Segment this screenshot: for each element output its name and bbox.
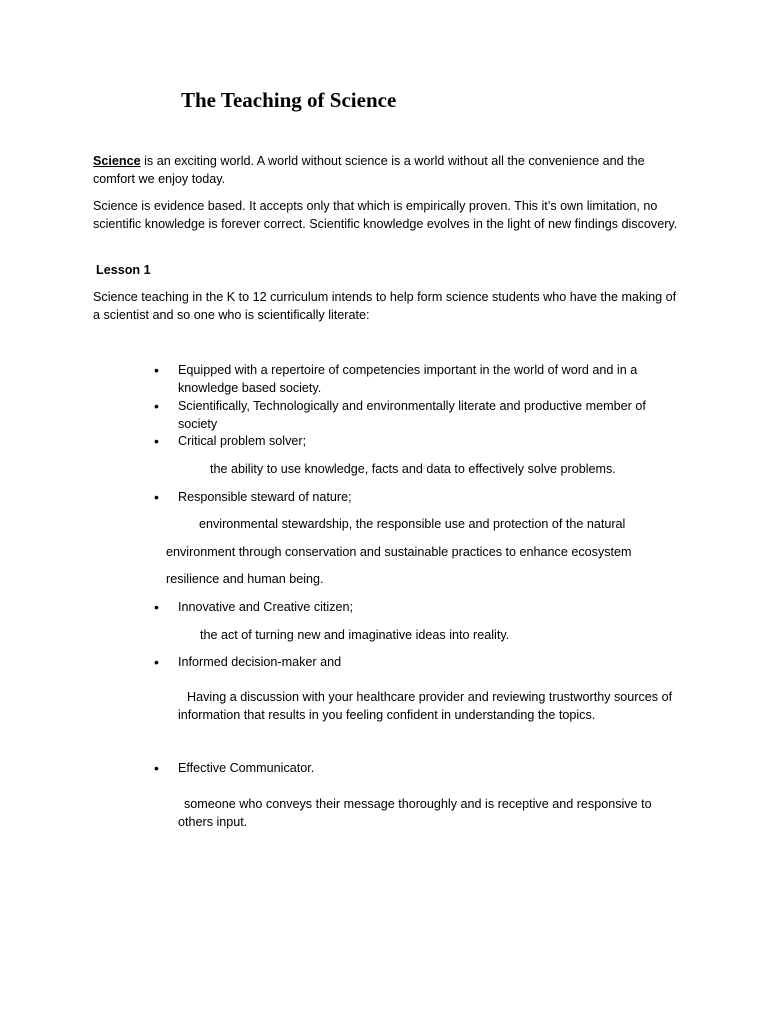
document-title: The Teaching of Science <box>181 88 397 112</box>
list-item-competencies: Equipped with a repertoire of competencies important in the world of word and in a knowledge based society. <box>178 363 638 395</box>
steward-detail-line: environment through conservation and sustainable practices to enhance ecosystem <box>166 545 632 559</box>
list-item-innovative: Innovative and Creative citizen; <box>178 600 354 614</box>
list-item-literate: Scientifically, Technologically and environmentally literate and productive member of society <box>178 399 646 431</box>
science-keyword: Science <box>93 154 141 168</box>
intro-paragraph <box>93 152 683 188</box>
bullet-icon: • <box>154 760 159 776</box>
intro-text: is an exciting world. A world without science is a world without all the convenience and the comfort we enjoy today. <box>93 154 645 186</box>
list-item-decision-maker: Informed decision-maker and <box>178 655 342 669</box>
decision-maker-detail: Having a discussion with your healthcare provider and reviewing trustworthy sources of information that results in you feeling confident in understanding the topics. <box>178 690 673 722</box>
communicator-detail: someone who conveys their message thoroughly and is receptive and responsive to others input. <box>178 797 652 829</box>
steward-detail-line: resilience and human being. <box>166 572 324 586</box>
problem-solver-detail: the ability to use knowledge, facts and data to effectively solve problems. <box>210 462 616 476</box>
evidence-paragraph: Science is evidence based. It accepts only that which is empirically proven. This it’s own limitation, no scientific knowledge is forever correct. Scientific knowledge evolves in the light of new findings discovery. <box>93 199 678 231</box>
bullet-icon: • <box>154 489 159 505</box>
lesson-heading: Lesson 1 <box>96 263 151 277</box>
bullet-icon: • <box>154 398 159 414</box>
innovative-detail: the act of turning new and imaginative ideas into reality. <box>200 628 510 642</box>
bullet-icon: • <box>154 362 159 378</box>
steward-detail-line: environmental stewardship, the responsible use and protection of the natural <box>199 517 626 531</box>
list-item-problem-solver: Critical problem solver; <box>178 434 307 448</box>
list-item-communicator: Effective Communicator. <box>178 761 315 775</box>
bullet-icon: • <box>154 433 159 449</box>
lesson-intro-paragraph: Science teaching in the K to 12 curriculum intends to help form science students who have the making of a scientist and so one who is scientifically literate: <box>93 290 677 322</box>
list-item-steward: Responsible steward of nature; <box>178 490 352 504</box>
bullet-icon: • <box>154 654 159 670</box>
bullet-icon: • <box>154 599 159 615</box>
